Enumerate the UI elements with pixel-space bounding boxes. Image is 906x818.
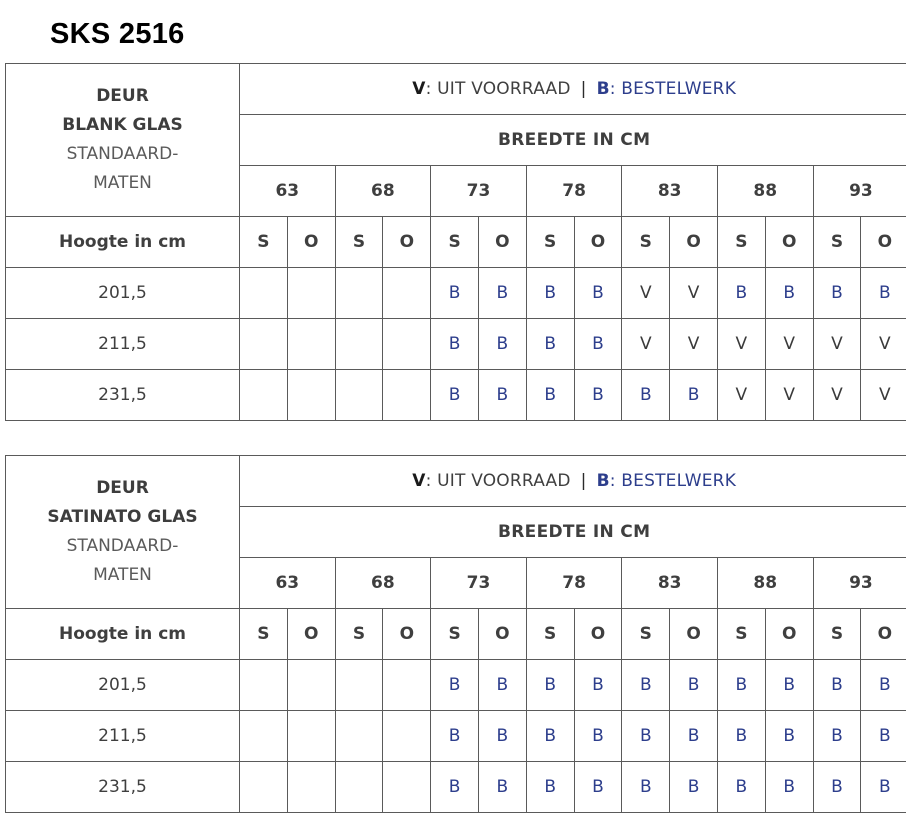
availability-cell bbox=[287, 762, 335, 813]
table-row bbox=[6, 711, 906, 762]
availability-cell: B bbox=[717, 660, 765, 711]
widths-heading: BREEDTE IN CM bbox=[240, 507, 906, 558]
availability-cell bbox=[287, 660, 335, 711]
glass-type-label: SATINATO GLAS bbox=[47, 507, 198, 527]
availability-cell bbox=[335, 319, 383, 370]
availability-cell: B bbox=[717, 711, 765, 762]
availability-cell: B bbox=[861, 762, 906, 813]
availability-cell: V bbox=[813, 319, 861, 370]
availability-cell: B bbox=[526, 370, 574, 421]
side-cell: O bbox=[287, 217, 335, 268]
availability-cell: B bbox=[670, 762, 718, 813]
sizes-label: MATEN bbox=[93, 173, 152, 193]
availability-cell: B bbox=[478, 370, 526, 421]
availability-cell: B bbox=[526, 711, 574, 762]
availability-cell: B bbox=[813, 762, 861, 813]
availability-cell: B bbox=[574, 711, 622, 762]
legend-b-key: B bbox=[596, 79, 610, 99]
table-row bbox=[6, 370, 906, 421]
width-cell: 83 bbox=[622, 558, 718, 609]
height-value: 201,5 bbox=[6, 268, 240, 319]
availability-cell bbox=[287, 319, 335, 370]
availability-cell: V bbox=[861, 319, 906, 370]
standard-label: STANDAARD- bbox=[66, 144, 179, 164]
table-row bbox=[6, 319, 906, 370]
side-cell: O bbox=[383, 609, 431, 660]
side-cell: S bbox=[813, 217, 861, 268]
availability-cell: V bbox=[622, 319, 670, 370]
availability-cell: B bbox=[813, 268, 861, 319]
availability-cell: B bbox=[574, 660, 622, 711]
spec-table-satinato-glas bbox=[5, 455, 906, 813]
availability-cell: V bbox=[813, 370, 861, 421]
availability-cell bbox=[383, 370, 431, 421]
availability-cell: B bbox=[622, 370, 670, 421]
page-title: SKS 2516 bbox=[50, 18, 185, 50]
availability-cell bbox=[287, 268, 335, 319]
availability-cell: B bbox=[478, 319, 526, 370]
availability-cell bbox=[383, 660, 431, 711]
side-cell: S bbox=[717, 609, 765, 660]
height-header: Hoogte in cm bbox=[6, 217, 240, 268]
legend-v-text: : UIT VOORRAAD bbox=[425, 79, 571, 99]
width-cell: 63 bbox=[240, 166, 336, 217]
legend-v-key: V bbox=[412, 79, 426, 99]
legend-v-key: V bbox=[412, 471, 426, 491]
availability-cell: B bbox=[574, 268, 622, 319]
legend-separator: | bbox=[580, 471, 587, 491]
availability-cell: B bbox=[765, 268, 813, 319]
availability-cell: B bbox=[813, 660, 861, 711]
availability-cell: B bbox=[574, 370, 622, 421]
table-corner-label bbox=[6, 456, 240, 609]
availability-cell bbox=[240, 370, 288, 421]
side-cell: S bbox=[717, 217, 765, 268]
side-cell: S bbox=[335, 217, 383, 268]
width-cell: 78 bbox=[526, 166, 622, 217]
width-cell: 68 bbox=[335, 558, 431, 609]
availability-cell bbox=[287, 711, 335, 762]
availability-cell: B bbox=[526, 660, 574, 711]
availability-cell bbox=[240, 660, 288, 711]
availability-cell: V bbox=[717, 370, 765, 421]
availability-cell bbox=[240, 762, 288, 813]
side-cell: S bbox=[622, 217, 670, 268]
availability-cell: B bbox=[478, 762, 526, 813]
table-row bbox=[6, 660, 906, 711]
legend-separator: | bbox=[580, 79, 587, 99]
legend-v-text: : UIT VOORRAAD bbox=[425, 471, 571, 491]
glass-type-label: BLANK GLAS bbox=[62, 115, 183, 135]
widths-heading: BREEDTE IN CM bbox=[240, 115, 906, 166]
side-cell: O bbox=[287, 609, 335, 660]
availability-cell: V bbox=[670, 268, 718, 319]
spec-table-blank-glas bbox=[5, 63, 906, 421]
side-cell: S bbox=[622, 609, 670, 660]
availability-cell bbox=[240, 711, 288, 762]
side-cell: O bbox=[765, 217, 813, 268]
availability-cell: B bbox=[861, 660, 906, 711]
availability-cell: V bbox=[622, 268, 670, 319]
door-label: DEUR bbox=[96, 478, 149, 498]
height-value: 211,5 bbox=[6, 711, 240, 762]
availability-cell: B bbox=[861, 711, 906, 762]
availability-cell bbox=[335, 660, 383, 711]
side-row bbox=[6, 609, 906, 660]
side-cell: S bbox=[240, 609, 288, 660]
height-value: 231,5 bbox=[6, 762, 240, 813]
sizes-label: MATEN bbox=[93, 565, 152, 585]
availability-cell bbox=[383, 711, 431, 762]
availability-cell: B bbox=[765, 660, 813, 711]
legend-b-text: : BESTELWERK bbox=[609, 471, 737, 491]
width-cell: 68 bbox=[335, 166, 431, 217]
side-cell: O bbox=[861, 217, 906, 268]
availability-cell: B bbox=[431, 370, 479, 421]
availability-cell bbox=[335, 711, 383, 762]
height-value: 231,5 bbox=[6, 370, 240, 421]
side-cell: S bbox=[335, 609, 383, 660]
width-cell: 73 bbox=[431, 166, 527, 217]
availability-cell: V bbox=[717, 319, 765, 370]
table-row bbox=[6, 762, 906, 813]
availability-cell: B bbox=[717, 268, 765, 319]
availability-cell: B bbox=[478, 268, 526, 319]
side-cell: S bbox=[526, 609, 574, 660]
width-cell: 63 bbox=[240, 558, 336, 609]
availability-cell bbox=[287, 370, 335, 421]
availability-cell bbox=[335, 762, 383, 813]
availability-cell bbox=[335, 268, 383, 319]
availability-cell: B bbox=[622, 762, 670, 813]
availability-cell bbox=[383, 268, 431, 319]
availability-cell: B bbox=[526, 268, 574, 319]
availability-cell: B bbox=[431, 319, 479, 370]
availability-cell: B bbox=[574, 762, 622, 813]
table-row bbox=[6, 268, 906, 319]
availability-cell: B bbox=[861, 268, 906, 319]
side-cell: S bbox=[526, 217, 574, 268]
availability-cell: B bbox=[431, 268, 479, 319]
side-cell: S bbox=[240, 217, 288, 268]
availability-cell: B bbox=[622, 711, 670, 762]
width-cell: 93 bbox=[813, 166, 906, 217]
availability-cell: B bbox=[670, 370, 718, 421]
side-cell: O bbox=[383, 217, 431, 268]
standard-label: STANDAARD- bbox=[66, 536, 179, 556]
availability-cell: B bbox=[813, 711, 861, 762]
availability-cell bbox=[383, 762, 431, 813]
width-cell: 78 bbox=[526, 558, 622, 609]
availability-cell bbox=[240, 268, 288, 319]
side-cell: O bbox=[765, 609, 813, 660]
width-cell: 83 bbox=[622, 166, 718, 217]
availability-cell: B bbox=[431, 762, 479, 813]
availability-cell: B bbox=[574, 319, 622, 370]
side-cell: O bbox=[670, 217, 718, 268]
availability-cell bbox=[383, 319, 431, 370]
availability-cell: V bbox=[765, 319, 813, 370]
legend-b-key: B bbox=[596, 471, 610, 491]
side-row bbox=[6, 217, 906, 268]
availability-cell: V bbox=[765, 370, 813, 421]
width-cell: 88 bbox=[717, 558, 813, 609]
width-cell: 88 bbox=[717, 166, 813, 217]
side-cell: O bbox=[478, 217, 526, 268]
availability-cell: B bbox=[526, 762, 574, 813]
height-value: 211,5 bbox=[6, 319, 240, 370]
side-cell: O bbox=[574, 609, 622, 660]
availability-cell: B bbox=[478, 711, 526, 762]
availability-cell: B bbox=[765, 711, 813, 762]
availability-cell: B bbox=[478, 660, 526, 711]
table-corner-label bbox=[6, 64, 240, 217]
availability-cell: V bbox=[861, 370, 906, 421]
availability-cell: B bbox=[431, 711, 479, 762]
availability-cell: B bbox=[670, 711, 718, 762]
legend bbox=[240, 456, 906, 507]
side-cell: O bbox=[670, 609, 718, 660]
side-cell: O bbox=[574, 217, 622, 268]
side-cell: S bbox=[813, 609, 861, 660]
side-cell: S bbox=[431, 609, 479, 660]
height-value: 201,5 bbox=[6, 660, 240, 711]
side-cell: S bbox=[431, 217, 479, 268]
width-cell: 73 bbox=[431, 558, 527, 609]
availability-cell: B bbox=[431, 660, 479, 711]
availability-cell bbox=[335, 370, 383, 421]
availability-cell: B bbox=[622, 660, 670, 711]
availability-cell: B bbox=[526, 319, 574, 370]
availability-cell: B bbox=[670, 660, 718, 711]
legend-b-text: : BESTELWERK bbox=[609, 79, 737, 99]
side-cell: O bbox=[861, 609, 906, 660]
height-header: Hoogte in cm bbox=[6, 609, 240, 660]
availability-cell: V bbox=[670, 319, 718, 370]
availability-cell bbox=[240, 319, 288, 370]
side-cell: O bbox=[478, 609, 526, 660]
availability-cell: B bbox=[765, 762, 813, 813]
availability-cell: B bbox=[717, 762, 765, 813]
door-label: DEUR bbox=[96, 86, 149, 106]
width-cell: 93 bbox=[813, 558, 906, 609]
legend bbox=[240, 64, 906, 115]
